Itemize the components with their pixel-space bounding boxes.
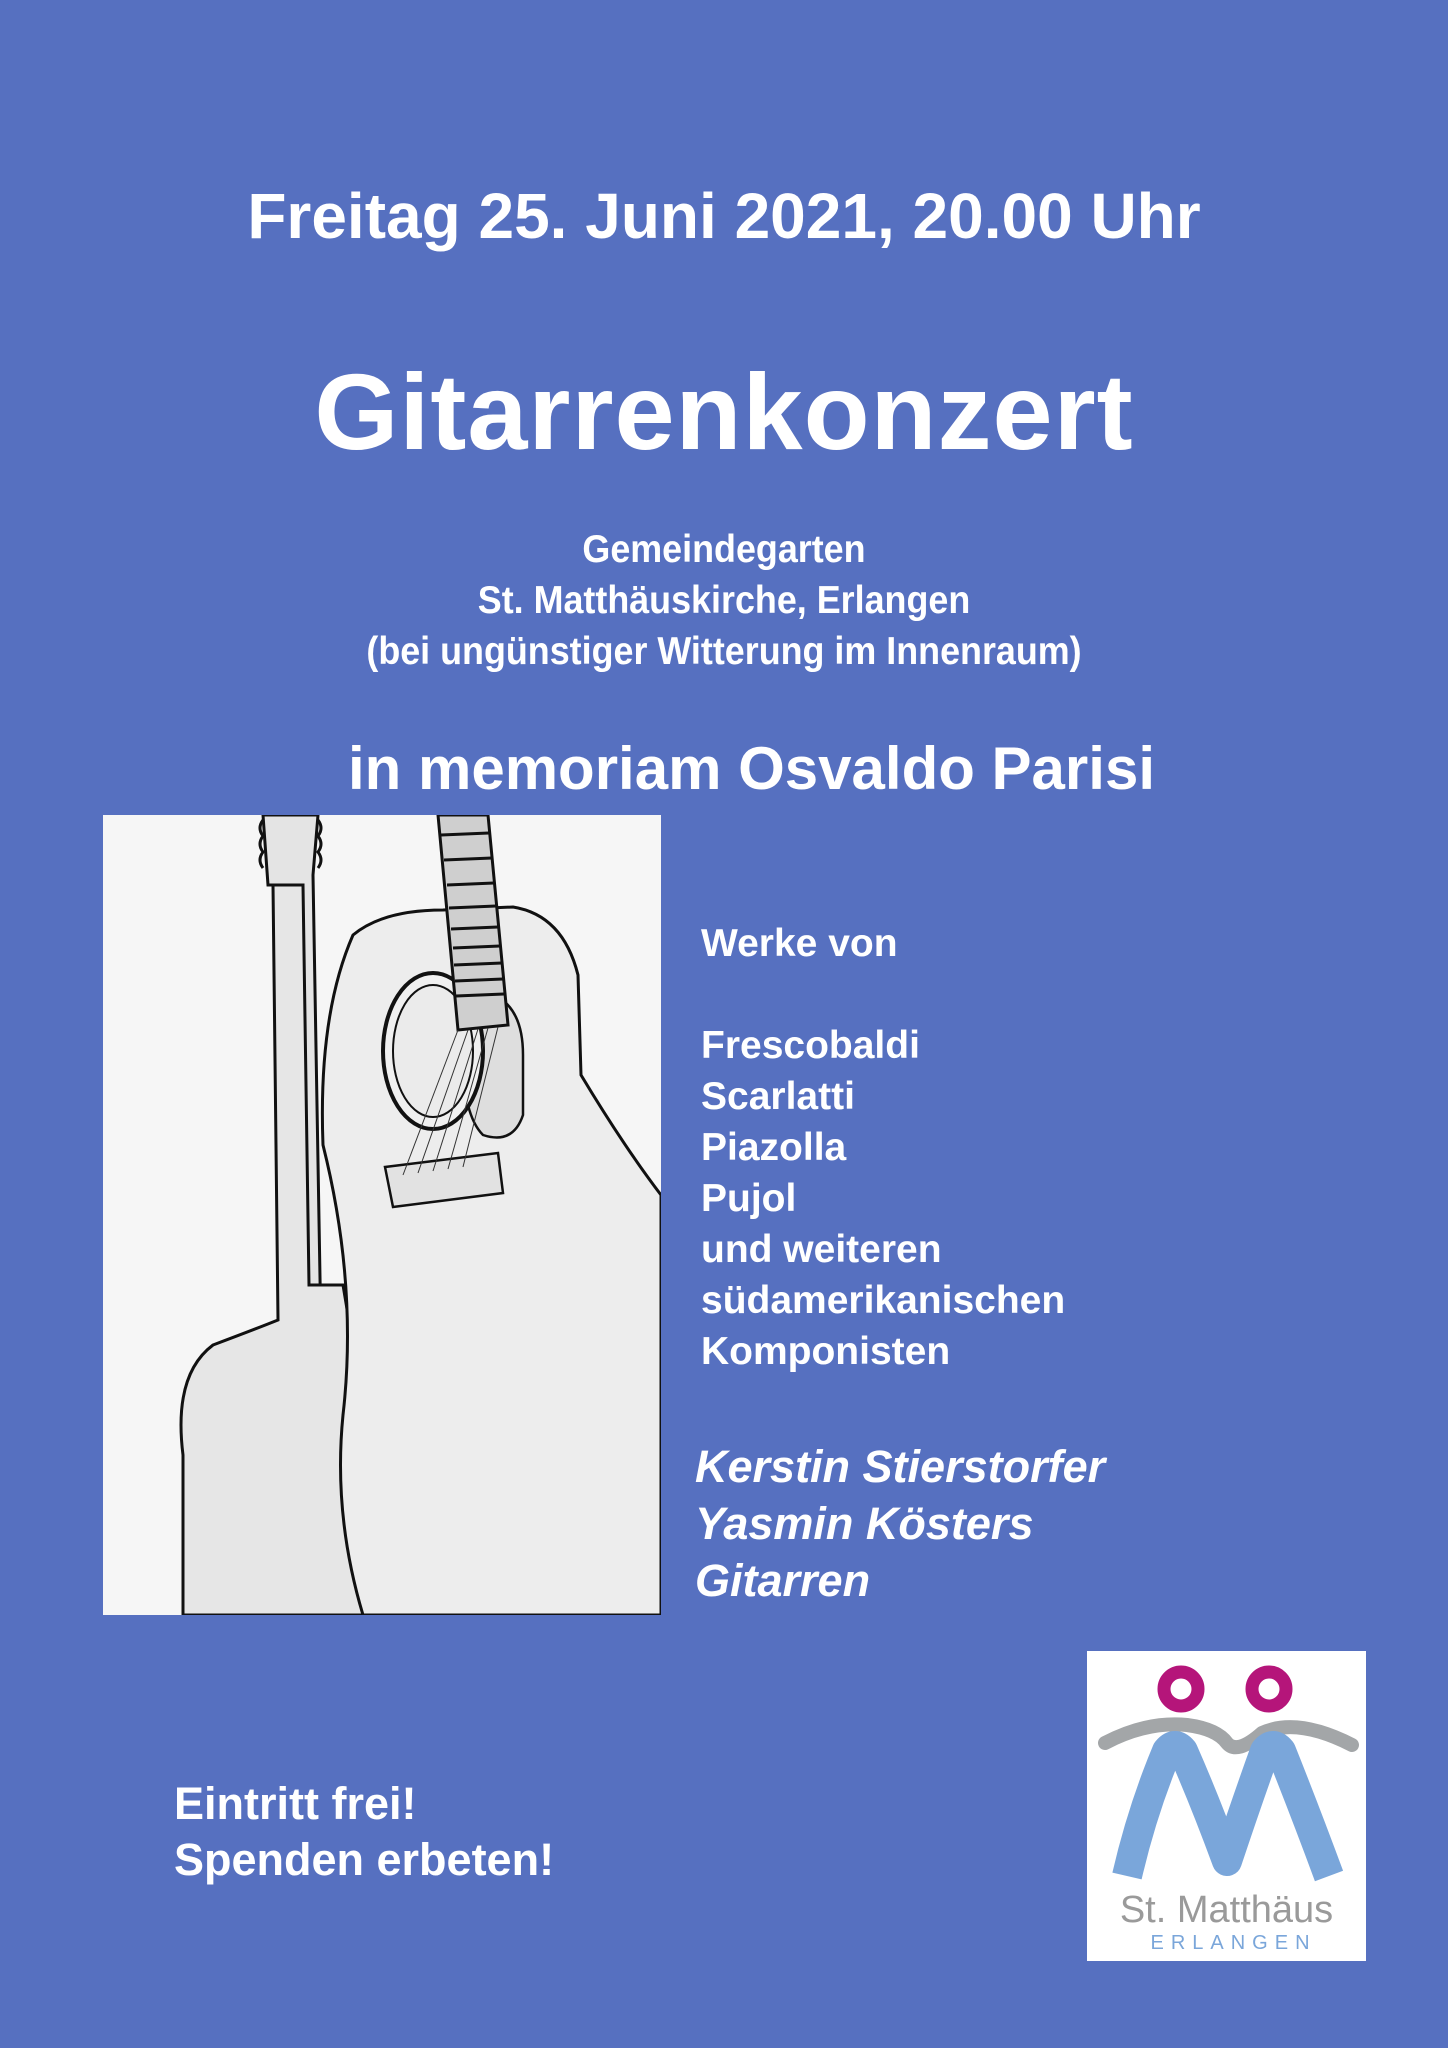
performer-name: Kerstin Stierstorfer — [695, 1441, 1106, 1492]
composer-item: Piazolla — [701, 1126, 847, 1169]
event-date-time: Freitag 25. Juni 2021, 20.00 Uhr — [247, 180, 1201, 252]
guitar-sketch-image — [103, 815, 661, 1615]
guitar-sketch-icon — [103, 815, 661, 1615]
program-list — [701, 918, 1065, 1377]
program-heading: Werke von — [701, 922, 898, 965]
admission-free: Eintritt frei! — [174, 1778, 417, 1829]
venue-line-garden: Gemeindegarten — [582, 528, 866, 571]
donations-requested: Spenden erbeten! — [174, 1834, 555, 1885]
program-closing-line: Komponisten — [701, 1330, 951, 1373]
logo-name: St. Matthäus — [1119, 1889, 1334, 1931]
spacer — [701, 969, 1065, 1020]
venue-block — [58, 524, 1390, 677]
venue-line-church: St. Matthäuskirche, Erlangen — [477, 579, 971, 622]
composer-item: Frescobaldi — [701, 1024, 920, 1067]
program-closing-line: südamerikanischen — [701, 1279, 1066, 1322]
poster-title: Gitarrenkonzert — [314, 351, 1134, 472]
admission-block — [174, 1776, 554, 1888]
performer-instrument: Gitarren — [695, 1555, 871, 1606]
st-matthaeus-logo-icon — [1087, 1651, 1366, 1891]
logo-city: ERLANGEN — [1150, 1932, 1317, 1954]
performers-block — [695, 1438, 1105, 1609]
dedication-line: in memoriam Osvaldo Parisi — [348, 735, 1155, 802]
venue-line-weather-note: (bei ungünstiger Witterung im Innenraum) — [366, 630, 1082, 673]
church-logo — [1087, 1651, 1366, 1961]
performer-name: Yasmin Kösters — [695, 1498, 1034, 1549]
composer-item: Pujol — [701, 1177, 797, 1220]
program-closing-line: und weiteren — [701, 1228, 942, 1271]
composer-item: Scarlatti — [701, 1075, 855, 1118]
